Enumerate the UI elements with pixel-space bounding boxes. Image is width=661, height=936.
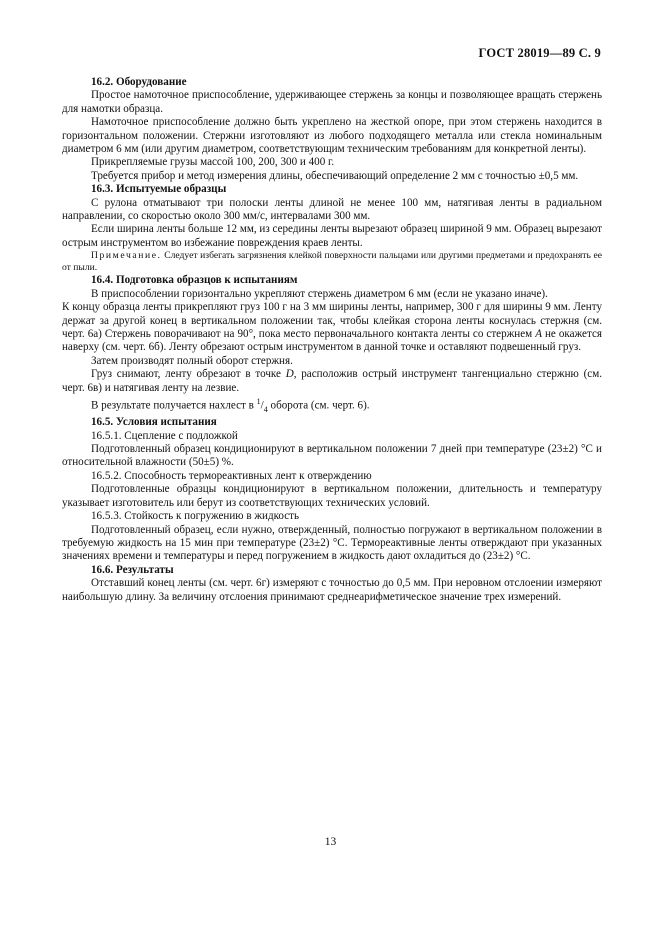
section-16-4-title: 16.4. Подготовка образцов к испытаниям <box>91 274 298 287</box>
text-run: В результате получается нахлест в <box>91 399 257 412</box>
section-16-4-paragraph <box>62 301 602 355</box>
section-16-3-note <box>62 250 602 274</box>
text-run: не окажется наверху (см. черт. 6б). Ленту обрезают острым инструментом в данной точке и оставляют подвешенный груз. <box>62 327 602 354</box>
text-run: К концу образца ленты прикрепляют груз 100 г на 3 мм ширины ленты, например, 300 г для ширины 9 мм. Ленту держат за другой конец в вертикальном положении так, чтобы клейкая сторона ленты коснулась стержня (см. черт. 6а) Стержень поворачивают на 90°, пока место первоначального контакта ленты со стержнем <box>62 301 602 340</box>
section-16-4-paragraph <box>62 368 602 395</box>
section-16-5-3-title: 16.5.3. Стойкость к погружению в жидкость <box>91 510 300 523</box>
section-16-2-paragraph: Требуется прибор и метод измерения длины, обеспечивающий определение 2 мм с точностью ±0,5 мм. <box>91 169 579 182</box>
section-16-5-1-title: 16.5.1. Сцепление с подложкой <box>91 429 238 442</box>
section-16-4-paragraph: В результате получается нахлест в $^1/_4$ оборота (см. черт. 6). <box>91 396 370 414</box>
section-16-5-title: 16.5. Условия испытания <box>91 416 217 429</box>
section-16-5-2-paragraph: Подготовленные образцы кондиционируют в вертикальном положении, длительность и температуру указывает изготовитель или берут из соответствующих технических условий. <box>62 483 602 509</box>
point-label: D <box>285 368 294 381</box>
document-body <box>62 76 602 604</box>
point-label: А <box>535 327 542 340</box>
text-run: Груз снимают, ленту обрезают в точке <box>91 368 286 381</box>
section-16-6-title: 16.6. Результаты <box>91 563 174 576</box>
note-text: Следует избегать загрязнения клейкой поверхности пальцами или другими предметами и предохранять ее от пыли. <box>62 250 602 274</box>
section-16-3-paragraph: С рулона отматывают три полоски ленты длиной не менее 100 мм, натягивая ленты в радиальном направлении, со скоростью около 300 мм/с, интервалами 300 мм. <box>62 196 602 223</box>
section-16-2-paragraph: Простое намоточное приспособление, удерживающее стержень за концы и позволяющее вращать стержень для намотки образца. <box>62 89 602 115</box>
section-16-2-paragraph: Прикрепляемые грузы массой 100, 200, 300 и 400 г. <box>91 156 335 169</box>
section-16-3-title: 16.3. Испытуемые образцы <box>91 183 227 196</box>
note-label: Примечание. <box>91 250 162 262</box>
section-16-4-paragraph: В приспособлении горизонтально укрепляют стержень диаметром 6 мм (если не указано иначе). <box>91 287 548 300</box>
section-16-5-2-title: 16.5.2. Способность термореактивных лент к отверждению <box>91 469 372 482</box>
section-16-4-paragraph: Затем производят полный оборот стержня. <box>91 354 293 367</box>
document-header: ГОСТ 28019—89 С. 9 <box>478 46 601 60</box>
section-16-6-paragraph: Отставший конец ленты (см. черт. 6г) измеряют с точностью до 0,5 мм. При неровном отслоении измеряют наибольшую длину. За величину отслоения принимают среднеарифметическое значение трех измерений. <box>62 577 602 603</box>
text-run: оборота (см. черт. 6). <box>267 399 370 412</box>
page-number: 13 <box>324 836 337 848</box>
section-16-3-paragraph: Если ширина ленты больше 12 мм, из середины ленты вырезают образец шириной 9 мм. Образец вырезают острым инструментом во избежание повреждения краев ленты. <box>62 223 602 249</box>
section-16-2-title: 16.2. Оборудование <box>91 76 187 88</box>
section-16-2-paragraph: Намоточное приспособление должно быть укреплено на жесткой опоре, при этом стержень находится в горизонтальном положении. Стержни изготовляют из любого подходящего металла или стекла номинальным диаметром 6 мм (или другим диаметром, соответствующим техническим требованиям для конкретной ленты). <box>62 116 602 156</box>
fraction-numerator: 1 <box>256 396 261 406</box>
section-16-5-1-paragraph: Подготовленный образец кондиционируют в вертикальном положении 7 дней при температуре (23±2) °С и относительной влажности (50±5) %. <box>62 443 602 469</box>
text-run: , расположив острый инструмент тангенциально стержню (см. черт. 6в) и натягивая ленту на лезвие. <box>62 368 602 394</box>
fraction-denominator: 4 <box>263 404 268 414</box>
section-16-5-3-paragraph: Подготовленный образец, если нужно, отвержденный, полностью погружают в вертикальном положении в требуемую жидкость на 15 мин при температуре (23±2) °С. Термореактивные ленты отверждают при указанных значениях времени и температуры и перед погружением в жидкость дают охладиться до (23±2) °С. <box>62 523 602 563</box>
